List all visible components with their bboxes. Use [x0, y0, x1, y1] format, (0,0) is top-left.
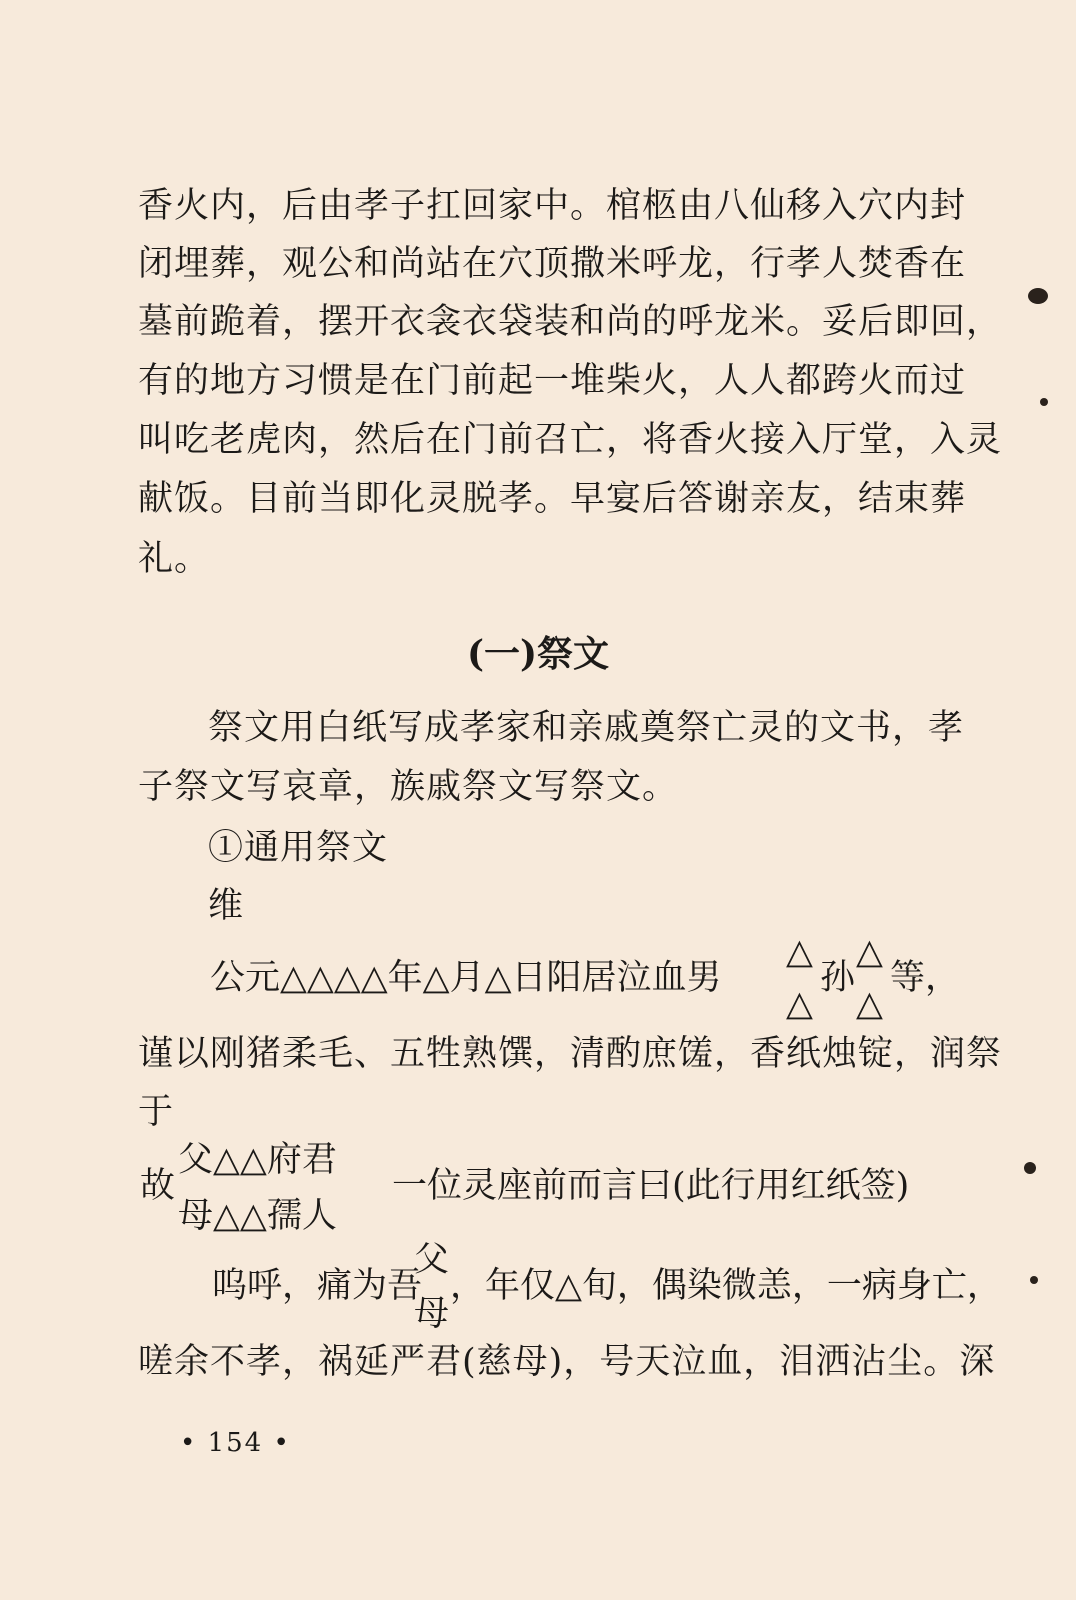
wuhu-top: 父 — [414, 1240, 450, 1280]
gu-top: 父△△府君 — [178, 1140, 337, 1180]
gongyuan-suffix: 等， — [890, 958, 961, 998]
binding-hole-3 — [1024, 1162, 1036, 1174]
body-line-7: 礼。 — [138, 539, 211, 579]
body-line-6: 献饭。目前当即化灵脱孝。早宴后答谢亲友，结束葬 — [138, 479, 967, 519]
gu-right: 一位灵座前而言曰(此行用红纸签) — [392, 1166, 910, 1206]
wei-line: 维 — [208, 886, 245, 926]
body-line-5: 叫吃老虎肉，然后在门前召亡，将香火接入厅堂，入灵 — [138, 420, 1003, 460]
gongyuan-mid: 孙 — [820, 958, 856, 998]
intro-line-1: 祭文用白纸写成孝家和亲戚奠祭亡灵的文书，孝 — [208, 708, 965, 748]
binding-hole-4 — [1030, 1276, 1038, 1284]
jinyi-line: 谨以刚猪柔毛、五牲熟馔，清酌庶馐，香纸烛锭，润祭 — [138, 1034, 1003, 1074]
wuhu-prefix: 呜呼，痛为吾 — [212, 1266, 423, 1306]
body-line-2: 闭埋葬，观公和尚站在穴顶撒米呼龙，行孝人焚香在 — [138, 244, 967, 284]
gongyuan-prefix: 公元△△△△年△月△日阳居泣血男 — [210, 958, 722, 998]
subheading-general-eulogy: ①通用祭文 — [208, 828, 389, 868]
jieyu-line: 嗟余不孝，祸延严君(慈母)，号天泣血，泪洒沾尘。深 — [138, 1342, 996, 1382]
gongyuan-stack1-top: △ — [786, 932, 813, 972]
section-heading: (一)祭文 — [466, 633, 610, 675]
page-number: • 154 • — [180, 1428, 291, 1458]
yu-line: 于 — [138, 1092, 175, 1132]
intro-line-2: 子祭文写哀章，族戚祭文写祭文。 — [138, 767, 679, 807]
binding-hole-2 — [1040, 398, 1048, 406]
gu-bottom: 母△△孺人 — [178, 1196, 337, 1236]
binding-hole-1 — [1028, 288, 1048, 304]
gongyuan-stack2-top: △ — [856, 932, 883, 972]
gongyuan-stack1-bottom: △ — [786, 984, 813, 1024]
body-line-3: 墓前跪着，摆开衣衾衣袋装和尚的呼龙米。妥后即回， — [138, 302, 1003, 342]
wuhu-suffix: ，年仅△旬，偶染微恙，一病身亡， — [450, 1266, 1002, 1306]
body-line-1: 香火内，后由孝子扛回家中。棺柩由八仙移入穴内封 — [138, 186, 967, 226]
wuhu-bottom: 母 — [414, 1294, 450, 1334]
gu-left: 故 — [140, 1166, 176, 1206]
body-line-4: 有的地方习惯是在门前起一堆柴火，人人都跨火而过 — [138, 361, 967, 401]
gongyuan-stack2-bottom: △ — [856, 984, 883, 1024]
